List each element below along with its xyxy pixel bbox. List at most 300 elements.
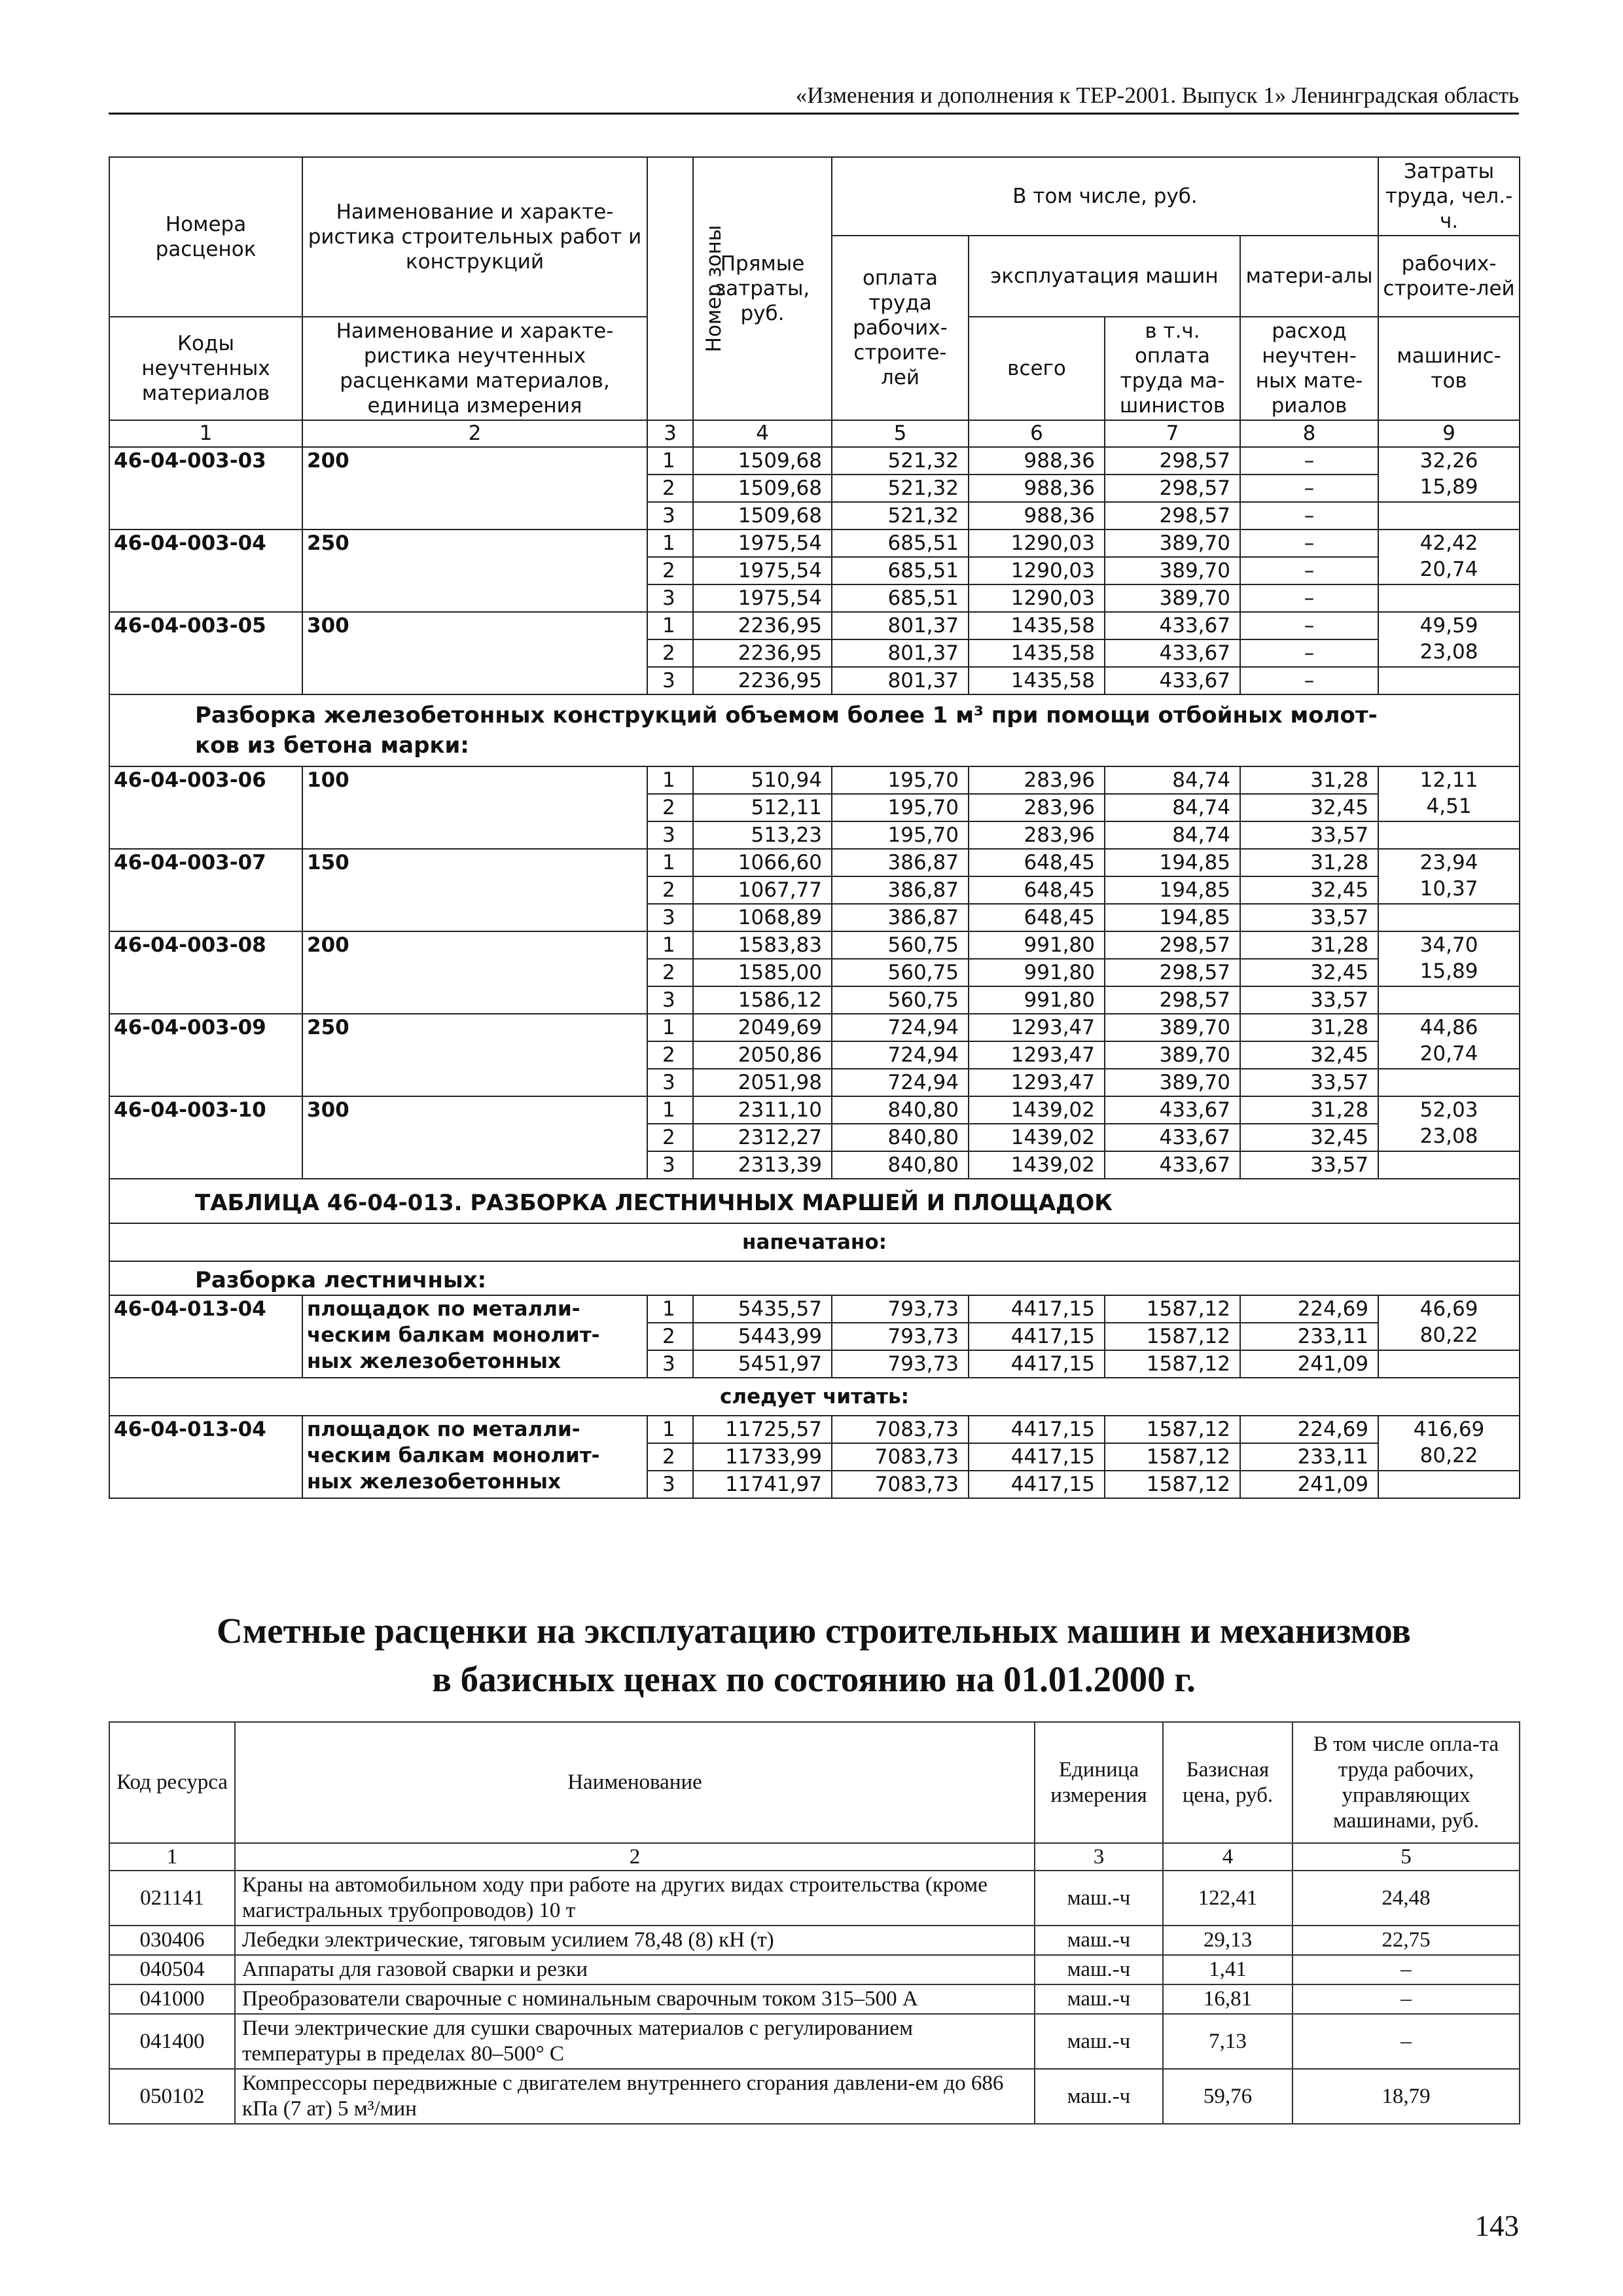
printed-label: напечатано: bbox=[109, 1223, 1520, 1261]
zone-number: 3 bbox=[647, 584, 693, 612]
column-number: 3 bbox=[1035, 1843, 1163, 1871]
rate-name: 200 bbox=[302, 447, 647, 529]
machine-total: 1290,03 bbox=[969, 557, 1105, 584]
main-title bbox=[109, 1607, 1519, 1704]
unit: маш.-ч bbox=[1035, 1955, 1163, 1984]
materials: – bbox=[1240, 639, 1378, 667]
zone-number: 1 bbox=[647, 849, 693, 876]
materials: 233,11 bbox=[1240, 1323, 1378, 1350]
th-base-price: Базисная цена, руб. bbox=[1163, 1722, 1293, 1843]
zone-number: 2 bbox=[647, 876, 693, 904]
th-code: Код ресурса bbox=[109, 1722, 235, 1843]
rate-code: 46-04-003-06 bbox=[109, 766, 302, 849]
machine-total: 4417,15 bbox=[969, 1350, 1105, 1378]
materials: 31,28 bbox=[1240, 849, 1378, 876]
table-row bbox=[109, 1014, 1520, 1041]
machinist-pay: 194,85 bbox=[1105, 849, 1240, 876]
labor-costs bbox=[1378, 529, 1520, 584]
machinist-pay: 1587,12 bbox=[1105, 1323, 1240, 1350]
zone-number: 3 bbox=[647, 904, 693, 931]
column-number: 3 bbox=[647, 420, 693, 447]
table-row bbox=[109, 1955, 1520, 1984]
direct-costs: 1066,60 bbox=[693, 849, 832, 876]
rate-name-line: площадок по металли- bbox=[307, 1297, 580, 1321]
zone-number: 1 bbox=[647, 1295, 693, 1323]
unit: маш.-ч bbox=[1035, 1871, 1163, 1926]
machinist-pay: 1587,12 bbox=[1105, 1295, 1240, 1323]
machinist-pay: 298,57 bbox=[1105, 475, 1240, 502]
zone-number: 2 bbox=[647, 1124, 693, 1151]
worker-pay: 7083,73 bbox=[832, 1416, 969, 1443]
machine-total: 4417,15 bbox=[969, 1443, 1105, 1471]
worker-pay: 521,32 bbox=[832, 447, 969, 475]
machinist-pay: 298,57 bbox=[1105, 447, 1240, 475]
direct-costs: 11733,99 bbox=[693, 1443, 832, 1471]
table-row bbox=[109, 2069, 1520, 2124]
materials: – bbox=[1240, 667, 1378, 694]
machine-total: 991,80 bbox=[969, 986, 1105, 1014]
zone-number: 2 bbox=[647, 475, 693, 502]
worker-pay: 840,80 bbox=[832, 1151, 969, 1179]
direct-costs: 1509,68 bbox=[693, 502, 832, 529]
direct-costs: 1975,54 bbox=[693, 557, 832, 584]
labor-costs bbox=[1378, 766, 1520, 821]
table-row bbox=[109, 447, 1520, 475]
column-number: 6 bbox=[969, 420, 1105, 447]
table-row bbox=[109, 1096, 1520, 1124]
table-row bbox=[109, 1926, 1520, 1955]
labor-value: 15,89 bbox=[1419, 475, 1478, 499]
th-rate-numbers: Номера расценок bbox=[109, 157, 302, 317]
worker-pay: 840,80 bbox=[832, 1096, 969, 1124]
operator-pay: – bbox=[1293, 2014, 1520, 2069]
section-heading-line2: ков из бетона марки: bbox=[195, 732, 469, 759]
zone-number: 1 bbox=[647, 1014, 693, 1041]
direct-costs: 1067,77 bbox=[693, 876, 832, 904]
machine-total: 1439,02 bbox=[969, 1096, 1105, 1124]
worker-pay: 386,87 bbox=[832, 849, 969, 876]
rate-name: 250 bbox=[302, 1014, 647, 1096]
worker-pay: 801,37 bbox=[832, 612, 969, 639]
materials: 241,09 bbox=[1240, 1471, 1378, 1498]
labor-costs bbox=[1378, 931, 1520, 986]
direct-costs: 1585,00 bbox=[693, 959, 832, 986]
th-labor-costs: Затраты труда, чел.-ч. bbox=[1378, 157, 1520, 236]
table-title: ТАБЛИЦА 46-04-013. РАЗБОРКА ЛЕСТНИЧНЫХ МАРШЕЙ И ПЛОЩАДОК bbox=[109, 1179, 1520, 1223]
machinist-pay: 433,67 bbox=[1105, 1124, 1240, 1151]
direct-costs: 2236,95 bbox=[693, 639, 832, 667]
th-worker-pay: оплата труда рабочих-строите-лей bbox=[832, 236, 969, 420]
machine-total: 1439,02 bbox=[969, 1151, 1105, 1179]
direct-costs: 2236,95 bbox=[693, 612, 832, 639]
direct-costs: 2050,86 bbox=[693, 1041, 832, 1069]
labor-empty bbox=[1378, 502, 1520, 529]
machine-total: 1439,02 bbox=[969, 1124, 1105, 1151]
base-price: 1,41 bbox=[1163, 1955, 1293, 1984]
labor-value: 34,70 bbox=[1419, 933, 1478, 957]
machinist-pay: 84,74 bbox=[1105, 821, 1240, 849]
machine-total: 988,36 bbox=[969, 447, 1105, 475]
machine-total: 4417,15 bbox=[969, 1416, 1105, 1443]
direct-costs: 2313,39 bbox=[693, 1151, 832, 1179]
column-number: 4 bbox=[693, 420, 832, 447]
machinist-pay: 389,70 bbox=[1105, 529, 1240, 557]
worker-pay: 7083,73 bbox=[832, 1443, 969, 1471]
should-read-label: следует читать: bbox=[109, 1378, 1520, 1416]
zone-number: 3 bbox=[647, 821, 693, 849]
th-machinists: машинис-тов bbox=[1378, 317, 1520, 420]
zone-number: 1 bbox=[647, 447, 693, 475]
direct-costs: 5435,57 bbox=[693, 1295, 832, 1323]
base-price: 122,41 bbox=[1163, 1871, 1293, 1926]
rate-name-line: ных железобетонных bbox=[307, 1350, 561, 1373]
machinist-pay: 1587,12 bbox=[1105, 1443, 1240, 1471]
main-title-line2: в базисных ценах по состоянию на 01.01.2000 г. bbox=[432, 1659, 1196, 1699]
materials: – bbox=[1240, 447, 1378, 475]
materials: 32,45 bbox=[1240, 1124, 1378, 1151]
machine-total: 648,45 bbox=[969, 876, 1105, 904]
materials: 33,57 bbox=[1240, 904, 1378, 931]
worker-pay: 685,51 bbox=[832, 529, 969, 557]
page-number: 143 bbox=[1474, 2210, 1519, 2242]
column-number: 4 bbox=[1163, 1843, 1293, 1871]
rate-name: 250 bbox=[302, 529, 647, 612]
materials: 33,57 bbox=[1240, 986, 1378, 1014]
column-number: 1 bbox=[109, 420, 302, 447]
rate-name-line: площадок по металли- bbox=[307, 1418, 580, 1441]
labor-empty bbox=[1378, 821, 1520, 849]
labor-value: 20,74 bbox=[1419, 1042, 1478, 1066]
machinist-pay: 84,74 bbox=[1105, 794, 1240, 821]
worker-pay: 560,75 bbox=[832, 986, 969, 1014]
th-direct-costs: Прямые затраты, руб. bbox=[693, 157, 832, 420]
worker-pay: 521,32 bbox=[832, 475, 969, 502]
zone-number-label: Номер зоны bbox=[702, 224, 726, 353]
materials: 33,57 bbox=[1240, 821, 1378, 849]
th-workers-builders: рабочих-строите-лей bbox=[1378, 236, 1520, 317]
labor-value: 44,86 bbox=[1419, 1016, 1478, 1039]
worker-pay: 840,80 bbox=[832, 1124, 969, 1151]
rate-name: 150 bbox=[302, 849, 647, 931]
resource-code: 040504 bbox=[109, 1955, 235, 1984]
direct-costs: 512,11 bbox=[693, 794, 832, 821]
materials: 241,09 bbox=[1240, 1350, 1378, 1378]
worker-pay: 685,51 bbox=[832, 584, 969, 612]
machine-total: 283,96 bbox=[969, 821, 1105, 849]
resource-code: 041000 bbox=[109, 1984, 235, 2014]
operator-pay: – bbox=[1293, 1955, 1520, 1984]
labor-empty bbox=[1378, 1350, 1520, 1378]
materials: 33,57 bbox=[1240, 1069, 1378, 1096]
base-price: 29,13 bbox=[1163, 1926, 1293, 1955]
materials: – bbox=[1240, 529, 1378, 557]
resource-code: 050102 bbox=[109, 2069, 235, 2124]
labor-value: 80,22 bbox=[1419, 1323, 1478, 1347]
machinist-pay: 433,67 bbox=[1105, 1096, 1240, 1124]
zone-number: 2 bbox=[647, 1443, 693, 1471]
zone-number: 3 bbox=[647, 502, 693, 529]
rate-code: 46-04-003-09 bbox=[109, 1014, 302, 1096]
labor-empty bbox=[1378, 1151, 1520, 1179]
zone-number: 3 bbox=[647, 1350, 693, 1378]
resource-code: 041400 bbox=[109, 2014, 235, 2069]
direct-costs: 1975,54 bbox=[693, 529, 832, 557]
table-row bbox=[109, 1416, 1520, 1443]
labor-empty bbox=[1378, 1471, 1520, 1498]
labor-value: 416,69 bbox=[1413, 1418, 1485, 1441]
machinist-pay: 1587,12 bbox=[1105, 1471, 1240, 1498]
zone-number: 1 bbox=[647, 529, 693, 557]
worker-pay: 195,70 bbox=[832, 794, 969, 821]
machinist-pay: 298,57 bbox=[1105, 502, 1240, 529]
machine-rates-table bbox=[109, 1721, 1520, 2125]
direct-costs: 1975,54 bbox=[693, 584, 832, 612]
zone-number: 2 bbox=[647, 1323, 693, 1350]
rate-name: 300 bbox=[302, 1096, 647, 1179]
column-number: 1 bbox=[109, 1843, 235, 1871]
machinist-pay: 389,70 bbox=[1105, 1014, 1240, 1041]
direct-costs: 2312,27 bbox=[693, 1124, 832, 1151]
machinist-pay: 433,67 bbox=[1105, 667, 1240, 694]
dismantle-label: Разборка лестничных: bbox=[109, 1261, 1520, 1295]
labor-costs bbox=[1378, 1014, 1520, 1069]
direct-costs: 1586,12 bbox=[693, 986, 832, 1014]
unit: маш.-ч bbox=[1035, 2069, 1163, 2124]
direct-costs: 2051,98 bbox=[693, 1069, 832, 1096]
materials: 33,57 bbox=[1240, 1151, 1378, 1179]
materials: 32,45 bbox=[1240, 959, 1378, 986]
table-row bbox=[109, 612, 1520, 639]
worker-pay: 386,87 bbox=[832, 904, 969, 931]
labor-costs bbox=[1378, 612, 1520, 667]
zone-number: 1 bbox=[647, 1096, 693, 1124]
labor-empty bbox=[1378, 986, 1520, 1014]
rate-code: 46-04-003-08 bbox=[109, 931, 302, 1014]
labor-costs bbox=[1378, 1295, 1520, 1350]
operator-pay: 18,79 bbox=[1293, 2069, 1520, 2124]
materials: 32,45 bbox=[1240, 876, 1378, 904]
machinist-pay: 194,85 bbox=[1105, 904, 1240, 931]
direct-costs: 5451,97 bbox=[693, 1350, 832, 1378]
table-row bbox=[109, 1295, 1520, 1323]
machinist-pay: 298,57 bbox=[1105, 986, 1240, 1014]
rate-code: 46-04-003-10 bbox=[109, 1096, 302, 1179]
machinist-pay: 389,70 bbox=[1105, 1069, 1240, 1096]
materials: 31,28 bbox=[1240, 766, 1378, 794]
direct-costs: 1068,89 bbox=[693, 904, 832, 931]
worker-pay: 724,94 bbox=[832, 1069, 969, 1096]
rate-code: 46-04-003-05 bbox=[109, 612, 302, 694]
column-number: 2 bbox=[302, 420, 647, 447]
th-machine-ops: эксплуатация машин bbox=[969, 236, 1240, 317]
zone-number: 2 bbox=[647, 959, 693, 986]
worker-pay: 724,94 bbox=[832, 1014, 969, 1041]
materials: – bbox=[1240, 475, 1378, 502]
machinist-pay: 433,67 bbox=[1105, 612, 1240, 639]
machine-total: 991,80 bbox=[969, 931, 1105, 959]
column-number: 9 bbox=[1378, 420, 1520, 447]
rate-code: 46-04-003-07 bbox=[109, 849, 302, 931]
column-number: 5 bbox=[832, 420, 969, 447]
zone-number: 2 bbox=[647, 794, 693, 821]
operator-pay: 24,48 bbox=[1293, 1871, 1520, 1926]
table-row bbox=[109, 529, 1520, 557]
machine-total: 4417,15 bbox=[969, 1295, 1105, 1323]
machine-total: 648,45 bbox=[969, 904, 1105, 931]
table-row bbox=[109, 849, 1520, 876]
materials: – bbox=[1240, 612, 1378, 639]
machinist-pay: 389,70 bbox=[1105, 1041, 1240, 1069]
table-row bbox=[109, 1984, 1520, 2014]
rate-name: 300 bbox=[302, 612, 647, 694]
labor-value: 23,94 bbox=[1419, 851, 1478, 874]
labor-empty bbox=[1378, 1069, 1520, 1096]
labor-value: 20,74 bbox=[1419, 558, 1478, 581]
resource-name: Печи электрические для сушки сварочных материалов с регулированием температуры в пределах 80–500° С bbox=[235, 2014, 1035, 2069]
direct-costs: 2236,95 bbox=[693, 667, 832, 694]
direct-costs: 2049,69 bbox=[693, 1014, 832, 1041]
rate-name-line: ческим балкам монолит- bbox=[307, 1444, 600, 1467]
worker-pay: 801,37 bbox=[832, 667, 969, 694]
rate-name bbox=[302, 1295, 647, 1378]
materials: 233,11 bbox=[1240, 1443, 1378, 1471]
worker-pay: 793,73 bbox=[832, 1350, 969, 1378]
th-incl-pay: В том числе опла-та труда рабочих, управляющих машинами, руб. bbox=[1293, 1722, 1520, 1843]
rates-table bbox=[109, 156, 1520, 1499]
column-number: 7 bbox=[1105, 420, 1240, 447]
resource-code: 021141 bbox=[109, 1871, 235, 1926]
labor-value: 32,26 bbox=[1419, 449, 1478, 473]
unit: маш.-ч bbox=[1035, 1984, 1163, 2014]
rate-code: 46-04-003-03 bbox=[109, 447, 302, 529]
table-row bbox=[109, 931, 1520, 959]
rate-code: 46-04-013-04 bbox=[109, 1295, 302, 1378]
th-name-char: Наименование и характе-ристика строительных работ и конструкций bbox=[302, 157, 647, 317]
labor-value: 80,22 bbox=[1419, 1444, 1478, 1467]
machinist-pay: 194,85 bbox=[1105, 876, 1240, 904]
zone-number: 3 bbox=[647, 667, 693, 694]
direct-costs: 2311,10 bbox=[693, 1096, 832, 1124]
machine-total: 1435,58 bbox=[969, 612, 1105, 639]
machine-total: 1435,58 bbox=[969, 667, 1105, 694]
labor-value: 23,08 bbox=[1419, 1124, 1478, 1148]
th-materials: матери-алы bbox=[1240, 236, 1378, 317]
labor-empty bbox=[1378, 667, 1520, 694]
machine-total: 1293,47 bbox=[969, 1069, 1105, 1096]
rate-code: 46-04-003-04 bbox=[109, 529, 302, 612]
materials: 224,69 bbox=[1240, 1416, 1378, 1443]
resource-name: Лебедки электрические, тяговым усилием 78,48 (8) кН (т) bbox=[235, 1926, 1035, 1955]
th-incl-rub: В том числе, руб. bbox=[832, 157, 1378, 236]
labor-value: 23,08 bbox=[1419, 640, 1478, 664]
table-row bbox=[109, 766, 1520, 794]
section-heading bbox=[109, 694, 1520, 766]
machinist-pay: 389,70 bbox=[1105, 557, 1240, 584]
materials: – bbox=[1240, 502, 1378, 529]
worker-pay: 560,75 bbox=[832, 959, 969, 986]
worker-pay: 724,94 bbox=[832, 1041, 969, 1069]
zone-number: 3 bbox=[647, 1069, 693, 1096]
machinist-pay: 433,67 bbox=[1105, 639, 1240, 667]
zone-number: 2 bbox=[647, 1041, 693, 1069]
resource-name: Краны на автомобильном ходу при работе на других видах строительства (кроме магистральных трубопроводов) 10 т bbox=[235, 1871, 1035, 1926]
machinist-pay: 389,70 bbox=[1105, 584, 1240, 612]
materials: 32,45 bbox=[1240, 794, 1378, 821]
worker-pay: 521,32 bbox=[832, 502, 969, 529]
th-name-unaccounted: Наименование и характе-ристика неучтенных расценками материалов, единица измерения bbox=[302, 317, 647, 420]
materials: 31,28 bbox=[1240, 931, 1378, 959]
zone-number: 3 bbox=[647, 986, 693, 1014]
column-number: 8 bbox=[1240, 420, 1378, 447]
zone-number: 3 bbox=[647, 1151, 693, 1179]
section-heading-line1: Разборка железобетонных конструкций объемом более 1 м³ при помощи отбойных молот- bbox=[195, 702, 1378, 728]
rate-name-line: ных железобетонных bbox=[307, 1470, 561, 1494]
th-total: всего bbox=[969, 317, 1105, 420]
th-unit: Единица измерения bbox=[1035, 1722, 1163, 1843]
running-header: «Изменения и дополнения к ТЕР-2001. Выпуск 1» Ленинградская область bbox=[109, 82, 1519, 115]
rate-name: 200 bbox=[302, 931, 647, 1014]
worker-pay: 195,70 bbox=[832, 766, 969, 794]
labor-empty bbox=[1378, 584, 1520, 612]
labor-value: 15,89 bbox=[1419, 960, 1478, 983]
machine-total: 1290,03 bbox=[969, 584, 1105, 612]
labor-empty bbox=[1378, 904, 1520, 931]
labor-value: 4,51 bbox=[1426, 795, 1472, 818]
rate-code: 46-04-013-04 bbox=[109, 1416, 302, 1498]
labor-value: 49,59 bbox=[1419, 614, 1478, 637]
worker-pay: 386,87 bbox=[832, 876, 969, 904]
machine-total: 988,36 bbox=[969, 502, 1105, 529]
zone-number: 1 bbox=[647, 1416, 693, 1443]
unit: маш.-ч bbox=[1035, 2014, 1163, 2069]
th-incl-machinist-pay: в т.ч. оплата труда ма-шинистов bbox=[1105, 317, 1240, 420]
machine-total: 283,96 bbox=[969, 766, 1105, 794]
worker-pay: 801,37 bbox=[832, 639, 969, 667]
th-codes-unaccounted: Коды неучтенных материалов bbox=[109, 317, 302, 420]
materials: 224,69 bbox=[1240, 1295, 1378, 1323]
rate-name bbox=[302, 1416, 647, 1498]
direct-costs: 5443,99 bbox=[693, 1323, 832, 1350]
direct-costs: 11725,57 bbox=[693, 1416, 832, 1443]
operator-pay: – bbox=[1293, 1984, 1520, 2014]
resource-name: Аппараты для газовой сварки и резки bbox=[235, 1955, 1035, 1984]
resource-name: Преобразователи сварочные с номинальным сварочным током 315–500 А bbox=[235, 1984, 1035, 2014]
machine-total: 1290,03 bbox=[969, 529, 1105, 557]
machinist-pay: 433,67 bbox=[1105, 1151, 1240, 1179]
labor-value: 12,11 bbox=[1419, 768, 1478, 792]
zone-number: 1 bbox=[647, 766, 693, 794]
resource-code: 030406 bbox=[109, 1926, 235, 1955]
machinist-pay: 298,57 bbox=[1105, 959, 1240, 986]
direct-costs: 513,23 bbox=[693, 821, 832, 849]
materials: – bbox=[1240, 584, 1378, 612]
resource-name: Компрессоры передвижные с двигателем внутреннего сгорания давлени-ем до 686 кПа (7 ат) 5 м³/мин bbox=[235, 2069, 1035, 2124]
worker-pay: 793,73 bbox=[832, 1323, 969, 1350]
base-price: 7,13 bbox=[1163, 2014, 1293, 2069]
machinist-pay: 1587,12 bbox=[1105, 1350, 1240, 1378]
machine-total: 1435,58 bbox=[969, 639, 1105, 667]
zone-number: 2 bbox=[647, 557, 693, 584]
base-price: 16,81 bbox=[1163, 1984, 1293, 2014]
main-title-line1: Сметные расценки на эксплуатацию строительных машин и механизмов bbox=[216, 1611, 1412, 1651]
table-row bbox=[109, 2014, 1520, 2069]
direct-costs: 510,94 bbox=[693, 766, 832, 794]
materials: 32,45 bbox=[1240, 1041, 1378, 1069]
zone-number: 1 bbox=[647, 931, 693, 959]
labor-value: 52,03 bbox=[1419, 1098, 1478, 1122]
labor-value: 42,42 bbox=[1419, 531, 1478, 555]
labor-costs bbox=[1378, 1096, 1520, 1151]
